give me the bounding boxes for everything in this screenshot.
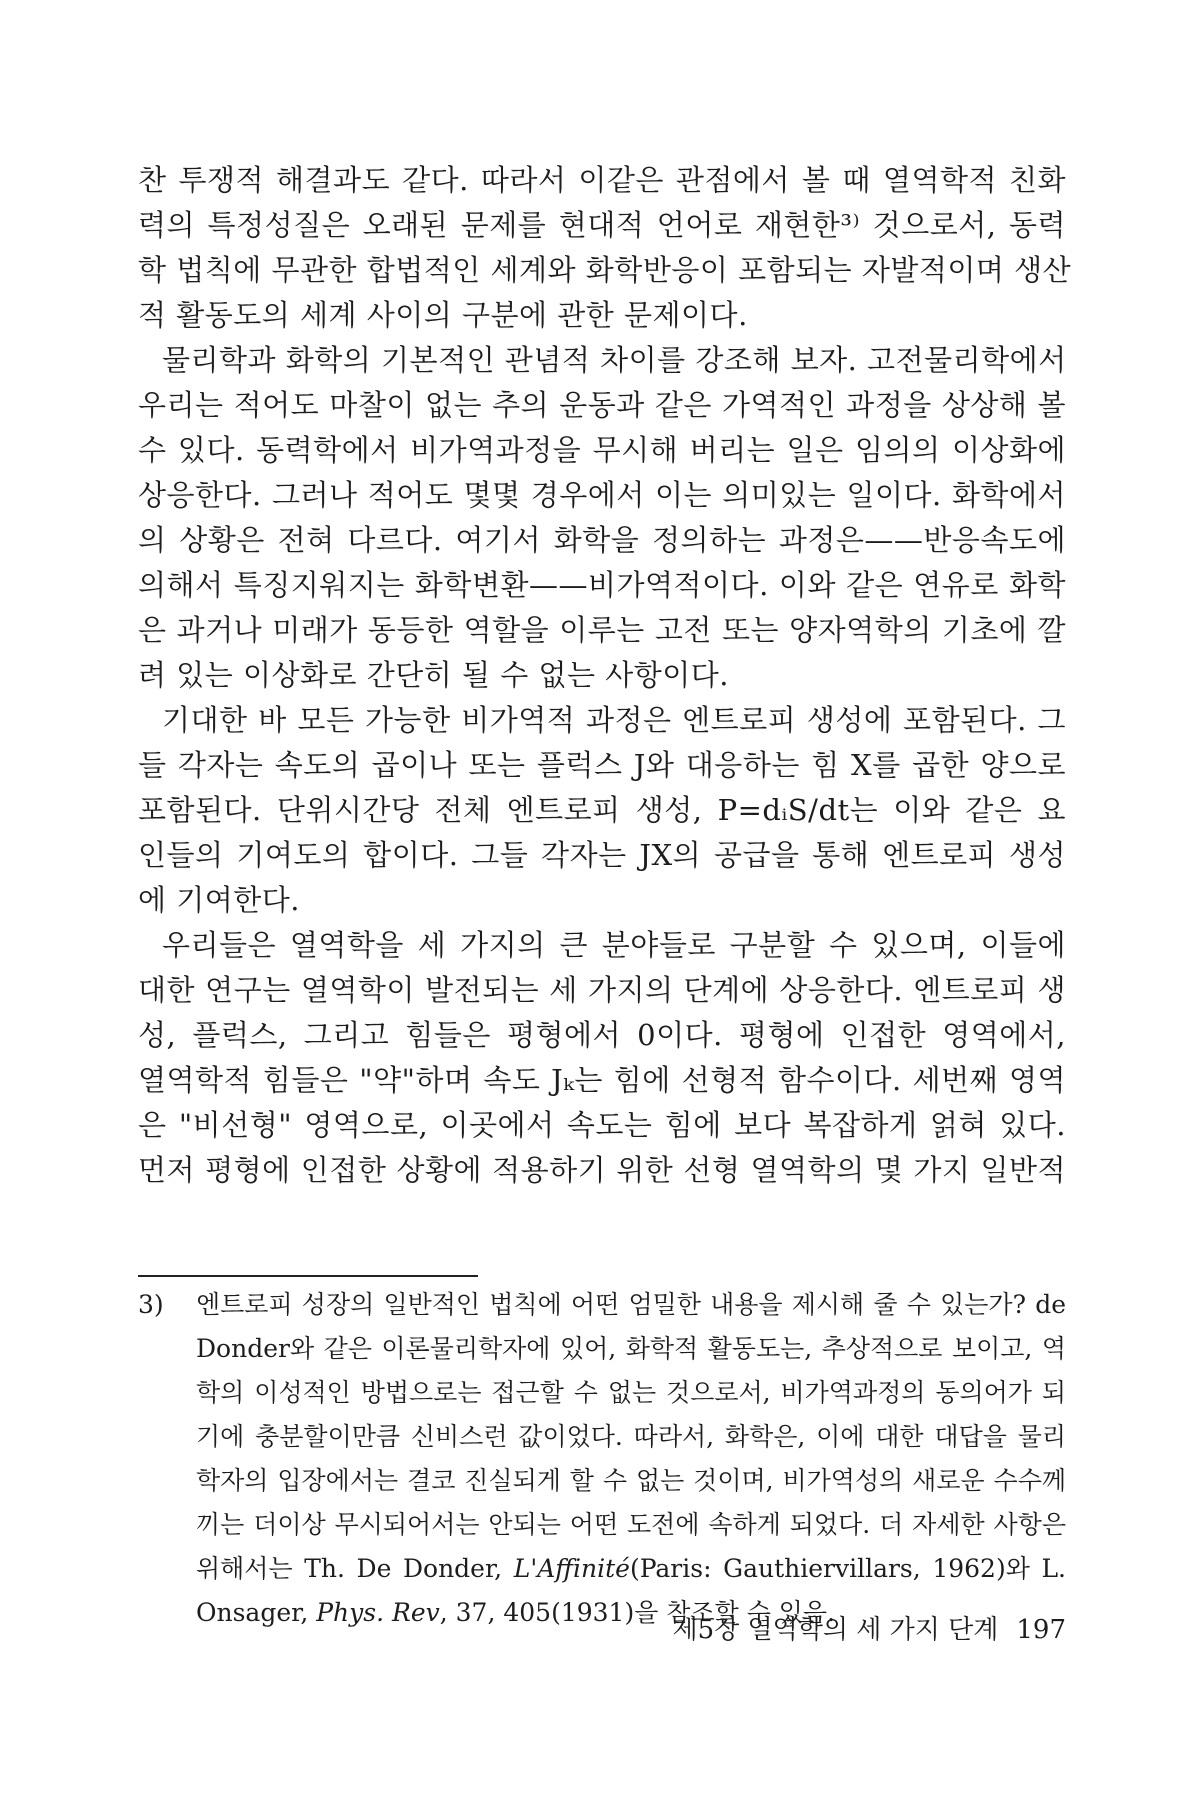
text-line: 학 법칙에 무관한 합법적인 세계와 화학반응이 포함되는 자발적이며 생산 [138,253,1072,287]
footnote-line: 엔트로피 성장의 일반적인 법칙에 어떤 엄밀한 내용을 제시해 줄 수 있는가? de [196,1290,1066,1319]
citation-text: , 37, 405(1931)을 참조할 수 있음. [439,1598,836,1627]
paragraph-first-line: 기대한 바 모든 가능한 비가역적 과정은 엔트로피 생성에 포함된다. 그 [162,703,1066,737]
footnote-line: Donder와 같은 이론물리학자에 있어, 화학적 활동도는, 추상적으로 보이고, 역 [196,1334,1066,1363]
text-line: 려 있는 이상화로 간단히 될 수 없는 사항이다. [138,658,729,692]
citation-text: Onsager, [196,1598,317,1627]
footnote-rule [138,1275,478,1277]
citation-journal: Phys. Rev [316,1598,440,1627]
text-line: 성, 플럭스, 그리고 힘들은 평형에서 0이다. 평형에 인접한 영역에서, [138,1018,1066,1052]
running-footer [672,1610,1066,1650]
text-line: 들 각자는 속도의 곱이나 또는 플럭스 J와 대응하는 힘 X를 곱한 양으로 [138,748,1066,782]
text-line: 포함된다. 단위시간당 전체 엔트로피 생성, P=dᵢS/dt는 이와 같은 요 [138,793,1066,827]
text-line: 상응한다. 그러나 적어도 몇몇 경우에서 이는 의미있는 일이다. 화학에서 [138,478,1066,512]
paragraph-first-line: 물리학과 화학의 기본적인 관념적 차이를 강조해 보자. 고전물리학에서 [162,343,1067,377]
text-line: 인들의 기여도의 합이다. 그들 각자는 JX의 공급을 통해 엔트로피 생성 [138,838,1066,872]
footnote-marker: 3) [138,1290,164,1319]
page-number: 197 [1016,1615,1066,1645]
chapter-label: 제5장 열역학의 세 가지 단계 [672,1615,999,1645]
footnote-line: 학자의 입장에서는 결코 진실되게 할 수 없는 것이며, 비가역성의 새로운 수수께 [196,1466,1066,1495]
footnote-line: 기에 충분할이만큼 신비스런 값이었다. 따라서, 화학은, 이에 대한 대답을 물리 [196,1422,1066,1451]
text-line: 의해서 특징지워지는 화학변환——비가역적이다. 이와 같은 연유로 화학 [138,568,1066,602]
citation-text: 위해서는 Th. De Donder, [196,1554,514,1583]
citation-text: (Paris: Gauthiervillars, 1962)와 L. [629,1554,1066,1583]
footnote-line: 학의 이성적인 방법으로는 접근할 수 없는 것으로서, 비가역과정의 동의어가 되 [196,1378,1066,1407]
footnote-line: 끼는 더이상 무시되어서는 안되는 어떤 도전에 속하게 되었다. 더 자세한 사항은 [196,1510,1066,1539]
text-line: 에 기여한다. [138,883,301,917]
text-line: 찬 투쟁적 해결과도 같다. 따라서 이같은 관점에서 볼 때 열역학적 친화 [138,163,1066,197]
text-line: 적 활동도의 세계 사이의 구분에 관한 문제이다. [138,298,748,332]
text-line: 우리는 적어도 마찰이 없는 추의 운동과 같은 가역적인 과정을 상상해 볼 [138,388,1066,422]
citation-title: L'Affinité [513,1554,630,1583]
text-line: 력의 특정성질은 오래된 문제를 현대적 언어로 재현한³⁾ 것으로서, 동력 [138,208,1066,242]
text-line: 은 과거나 미래가 동등한 역할을 이루는 고전 또는 양자역학의 기초에 깔 [138,613,1066,647]
text-line: 수 있다. 동력학에서 비가역과정을 무시해 버리는 일은 임의의 이상화에 [138,433,1066,467]
paragraph-first-line: 우리들은 열역학을 세 가지의 큰 분야들로 구분할 수 있으며, 이들에 [162,928,1066,962]
footnote-line-citation [196,1547,1066,1591]
text-line: 의 상황은 전혀 다르다. 여기서 화학을 정의하는 과정은——반응속도에 [138,523,1066,557]
text-line: 먼저 평형에 인접한 상황에 적용하기 위한 선형 열역학의 몇 가지 일반적 [138,1153,1066,1187]
text-line: 은 "비선형" 영역으로, 이곳에서 속도는 힘에 보다 복잡하게 얽혀 있다. [138,1108,1066,1142]
text-line: 대한 연구는 열역학이 발전되는 세 가지의 단계에 상응한다. 엔트로피 생 [138,973,1066,1007]
text-line: 열역학적 힘들은 "약"하며 속도 Jₖ는 힘에 선형적 함수이다. 세번째 영역 [138,1063,1066,1097]
